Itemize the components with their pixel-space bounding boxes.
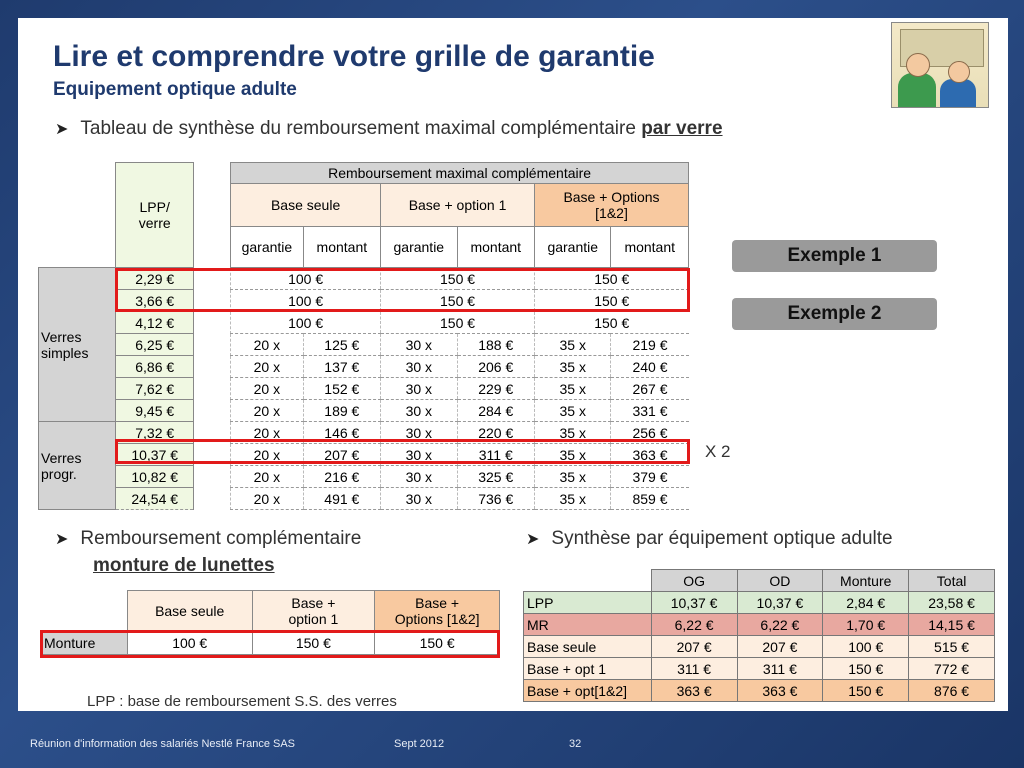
garantie-value: 30 x	[381, 400, 457, 422]
lpp-footnote: LPP : base de remboursement S.S. des verres	[87, 693, 397, 710]
synth-row-label: Base + opt[1&2]	[524, 680, 652, 702]
table-row	[39, 356, 689, 378]
montant-value: 137 €	[303, 356, 380, 378]
sub-montant: montant	[611, 227, 689, 268]
table-row	[39, 400, 689, 422]
synth-total-value: 876 €	[909, 680, 995, 702]
synth-total-value: 515 €	[909, 636, 995, 658]
synth-header-monture: Monture	[823, 570, 909, 592]
client-head-icon	[948, 61, 970, 83]
exemple1-button[interactable]: Exemple 1	[732, 240, 937, 272]
montant-value: 240 €	[611, 356, 689, 378]
bullet-arrow-icon: ➤	[55, 531, 69, 548]
garantie-value: 30 x	[381, 378, 457, 400]
group-verres-progr: Verres progr.	[39, 422, 116, 510]
lpp-value: 6,86 €	[116, 356, 193, 378]
footer-page-number: 32	[569, 738, 582, 750]
monture-base-seule-value: 100 €	[127, 632, 252, 655]
sub-garantie: garantie	[381, 227, 457, 268]
table-row	[524, 636, 995, 658]
montant-value: 331 €	[611, 400, 689, 422]
garantie-value: 30 x	[381, 334, 457, 356]
page-title: Lire et comprendre votre grille de garantie	[53, 40, 655, 73]
synth-od-value: 10,37 €	[737, 592, 823, 614]
table-row	[39, 378, 689, 400]
garantie-value: 35 x	[535, 444, 611, 466]
synth-header-total: Total	[909, 570, 995, 592]
client-figure-icon	[940, 79, 976, 107]
garantie-value: 20 x	[231, 400, 303, 422]
montant-value: 325 €	[457, 466, 534, 488]
bullet-arrow-icon: ➤	[526, 531, 540, 548]
synth-row-label: Base seule	[524, 636, 652, 658]
garantie-value: 35 x	[535, 466, 611, 488]
montant-value: 363 €	[611, 444, 689, 466]
page-subtitle: Equipement optique adulte	[53, 79, 297, 100]
bullet-synthese-equipement: ➤ Synthèse par équipement optique adulte	[526, 528, 893, 549]
monture-col-base-seule: Base seule	[127, 591, 252, 632]
base-seule-value: 100 €	[231, 312, 381, 334]
synth-og-value: 311 €	[651, 658, 737, 680]
synth-monture-value: 100 €	[823, 636, 909, 658]
table-row	[39, 334, 689, 356]
lpp-value: 6,25 €	[116, 334, 193, 356]
base-seule-value: 100 €	[231, 290, 381, 312]
option1-value: 150 €	[381, 312, 535, 334]
synth-monture-value: 2,84 €	[823, 592, 909, 614]
col-options12: Base + Options [1&2]	[535, 184, 689, 227]
synth-od-value: 311 €	[737, 658, 823, 680]
synthese-table	[523, 569, 995, 702]
optician-illustration	[891, 22, 989, 108]
group-verres-simples: Verres simples	[39, 268, 116, 422]
montant-value: 491 €	[303, 488, 380, 510]
synth-od-value: 6,22 €	[737, 614, 823, 636]
montant-value: 311 €	[457, 444, 534, 466]
montant-value: 220 €	[457, 422, 534, 444]
synth-header-og: OG	[651, 570, 737, 592]
garantie-value: 35 x	[535, 378, 611, 400]
synth-monture-value: 150 €	[823, 680, 909, 702]
garantie-value: 35 x	[535, 400, 611, 422]
slide-canvas	[18, 18, 1008, 711]
montant-value: 267 €	[611, 378, 689, 400]
lpp-value: 10,37 €	[116, 444, 193, 466]
bullet-monture: ➤ Remboursement complémentaire	[55, 528, 362, 549]
optician-figure-icon	[898, 73, 936, 107]
garantie-value: 20 x	[231, 356, 303, 378]
synth-og-value: 6,22 €	[651, 614, 737, 636]
options12-value: 150 €	[535, 268, 689, 290]
garantie-value: 35 x	[535, 356, 611, 378]
highlight-exemple2-box	[115, 439, 690, 464]
montant-value: 207 €	[303, 444, 380, 466]
garantie-value: 35 x	[535, 488, 611, 510]
montant-value: 216 €	[303, 466, 380, 488]
montant-value: 859 €	[611, 488, 689, 510]
synth-row-label: MR	[524, 614, 652, 636]
synth-og-value: 10,37 €	[651, 592, 737, 614]
table-row	[39, 488, 689, 510]
garantie-value: 20 x	[231, 488, 303, 510]
montant-value: 189 €	[303, 400, 380, 422]
montant-value: 256 €	[611, 422, 689, 444]
bullet-monture-emphasis: monture de lunettes	[93, 555, 275, 576]
montant-value: 284 €	[457, 400, 534, 422]
monture-option1-value: 150 €	[252, 632, 375, 655]
table-row	[524, 658, 995, 680]
garantie-value: 20 x	[231, 422, 303, 444]
synth-og-value: 363 €	[651, 680, 737, 702]
garantie-value: 35 x	[535, 422, 611, 444]
synth-og-value: 207 €	[651, 636, 737, 658]
bullet-text: Tableau de synthèse du remboursement maximal complémentaire	[80, 118, 642, 139]
montant-value: 152 €	[303, 378, 380, 400]
option1-value: 150 €	[381, 268, 535, 290]
montant-value: 229 €	[457, 378, 534, 400]
sub-montant: montant	[457, 227, 534, 268]
monture-options12-value: 150 €	[375, 632, 500, 655]
synth-header-od: OD	[737, 570, 823, 592]
garantie-value: 35 x	[535, 334, 611, 356]
montant-value: 146 €	[303, 422, 380, 444]
lpp-value: 9,45 €	[116, 400, 193, 422]
montant-value: 188 €	[457, 334, 534, 356]
garantie-value: 30 x	[381, 356, 457, 378]
sub-garantie: garantie	[231, 227, 303, 268]
montant-value: 736 €	[457, 488, 534, 510]
lpp-value: 7,62 €	[116, 378, 193, 400]
exemple2-button[interactable]: Exemple 2	[732, 298, 937, 330]
bullet-arrow-icon: ➤	[55, 121, 69, 138]
table-row	[39, 312, 689, 334]
option1-value: 150 €	[381, 290, 535, 312]
montant-value: 379 €	[611, 466, 689, 488]
garantie-value: 30 x	[381, 422, 457, 444]
table-row	[39, 466, 689, 488]
synth-row-label: LPP	[524, 592, 652, 614]
table-row	[524, 680, 995, 702]
garantie-value: 20 x	[231, 334, 303, 356]
garantie-value: 30 x	[381, 444, 457, 466]
montant-value: 206 €	[457, 356, 534, 378]
lpp-value: 3,66 €	[116, 290, 193, 312]
bullet-tableau-synthese	[55, 118, 723, 140]
table-row	[524, 614, 995, 636]
super-header: Remboursement maximal complémentaire	[231, 163, 689, 184]
synth-monture-value: 150 €	[823, 658, 909, 680]
options12-value: 150 €	[535, 290, 689, 312]
bullet-emphasis: par verre	[641, 118, 723, 139]
synth-od-value: 363 €	[737, 680, 823, 702]
monture-row-label: Monture	[41, 632, 128, 655]
synth-monture-value: 1,70 €	[823, 614, 909, 636]
footer-date: Sept 2012	[394, 738, 445, 750]
garantie-value: 30 x	[381, 488, 457, 510]
options12-value: 150 €	[535, 312, 689, 334]
lpp-value: 24,54 €	[116, 488, 193, 510]
table-row	[524, 592, 995, 614]
monture-col-options12: Base + Options [1&2]	[375, 591, 500, 632]
footer-left: Réunion d'information des salariés Nestlé France SAS	[30, 738, 296, 750]
lpp-value: 4,12 €	[116, 312, 193, 334]
garantie-value: 20 x	[231, 466, 303, 488]
garantie-value: 20 x	[231, 444, 303, 466]
synth-od-value: 207 €	[737, 636, 823, 658]
monture-col-option1: Base + option 1	[252, 591, 375, 632]
multiplier-label: X 2	[705, 442, 731, 461]
col-option1: Base + option 1	[381, 184, 535, 227]
sub-montant: montant	[303, 227, 380, 268]
highlight-exemple1-box	[115, 268, 690, 312]
garantie-value: 30 x	[381, 466, 457, 488]
synth-total-value: 14,15 €	[909, 614, 995, 636]
sub-garantie: garantie	[535, 227, 611, 268]
col-base-seule: Base seule	[231, 184, 381, 227]
synth-row-label: Base + opt 1	[524, 658, 652, 680]
synth-total-value: 23,58 €	[909, 592, 995, 614]
lpp-header: LPP/ verre	[116, 163, 193, 268]
highlight-monture-box	[40, 630, 500, 658]
lpp-value: 10,82 €	[116, 466, 193, 488]
lpp-value: 7,32 €	[116, 422, 193, 444]
synth-total-value: 772 €	[909, 658, 995, 680]
montant-value: 125 €	[303, 334, 380, 356]
garantie-value: 20 x	[231, 378, 303, 400]
lpp-value: 2,29 €	[116, 268, 193, 290]
optician-head-icon	[906, 53, 930, 77]
base-seule-value: 100 €	[231, 268, 381, 290]
montant-value: 219 €	[611, 334, 689, 356]
